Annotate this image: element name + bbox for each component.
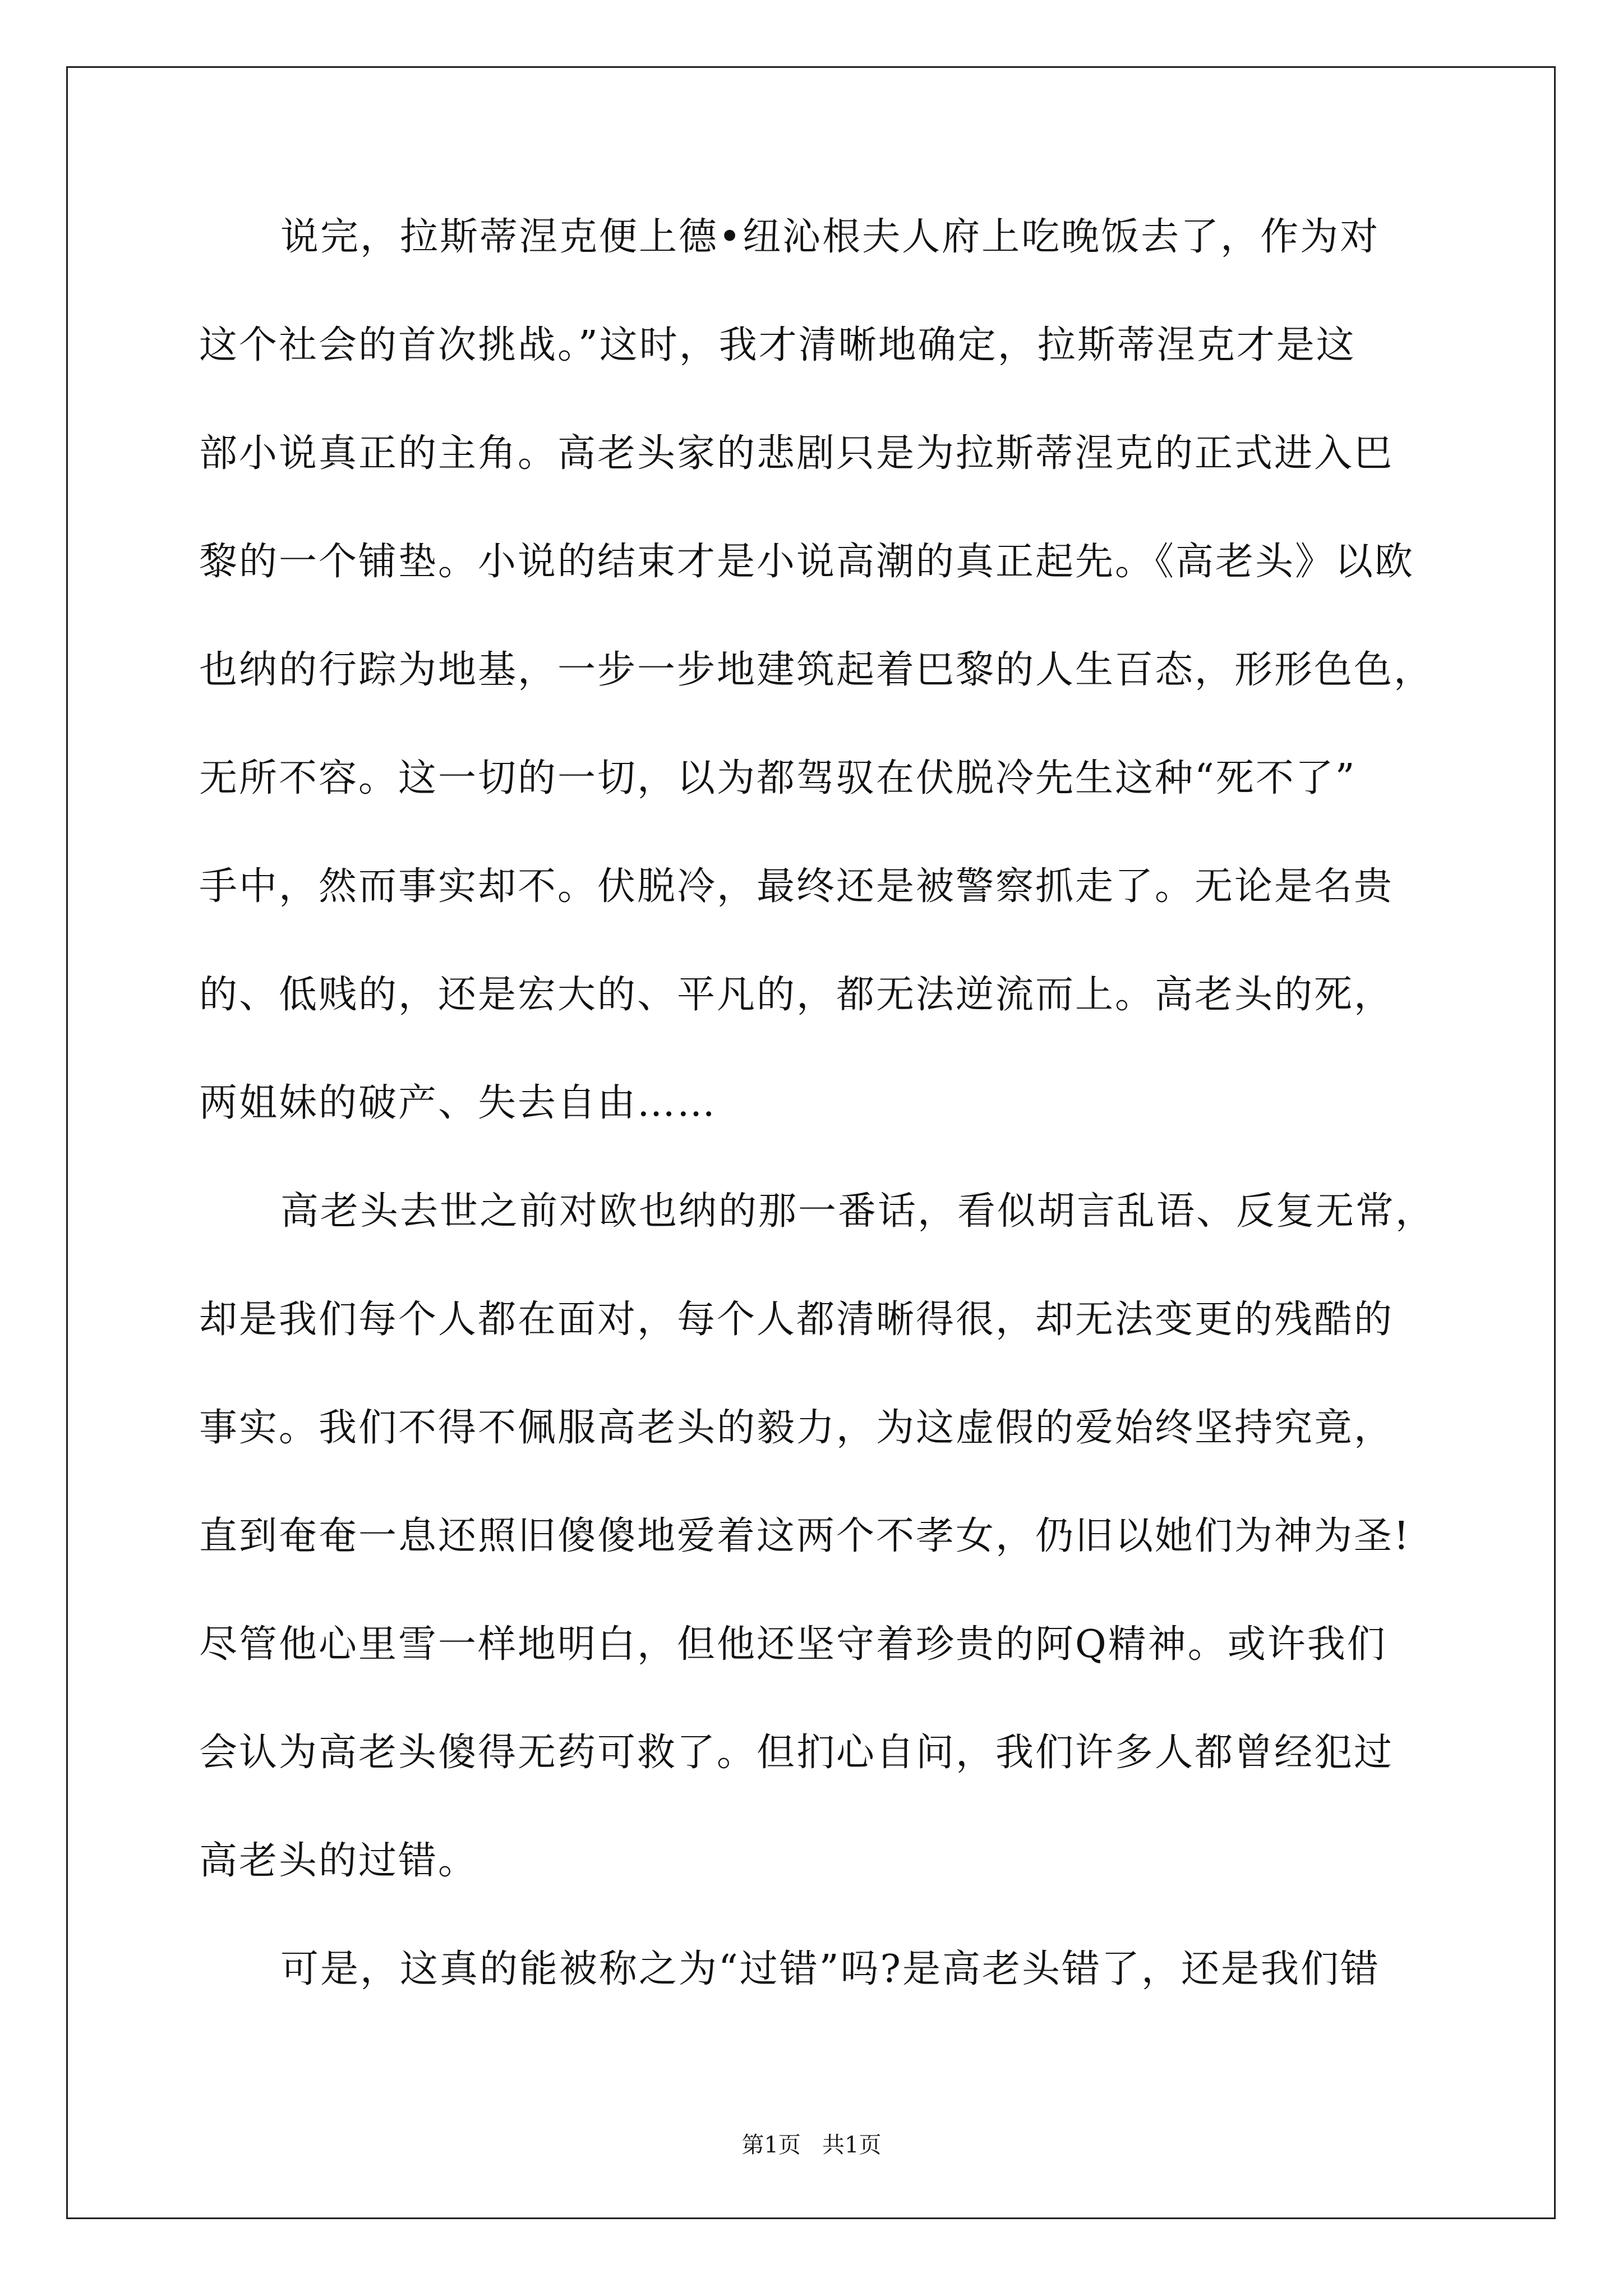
- text-line: 会认为高老头傻得无药可救了。但扪心自问，我们许多人都曾经犯过: [199, 1731, 1394, 1775]
- document-body: [199, 215, 1436, 2058]
- text-line: 也纳的行踪为地基，一步一步地建筑起着巴黎的人生百态，形形色色，: [199, 648, 1434, 692]
- text-line: 两姐妹的破产、失去自由……: [199, 1081, 717, 1125]
- text-line: 部小说真正的主角。高老头家的悲剧只是为拉斯蒂涅克的正式进入巴: [199, 431, 1394, 476]
- text-line: 黎的一个铺垫。小说的结束才是小说高潮的真正起先。《高老头》以欧: [199, 540, 1415, 584]
- text-line: 直到奄奄一息还照旧傻傻地爱着这两个不孝女，仍旧以她们为神为圣!: [199, 1514, 1411, 1558]
- text-line: 的、低贱的，还是宏大的、平凡的，都无法逆流而上。高老头的死，: [199, 973, 1394, 1017]
- text-line: 手中，然而事实却不。伏脱冷，最终还是被警察抓走了。无论是名贵: [199, 864, 1394, 909]
- text-line: 说完，拉斯蒂涅克便上德•纽沁根夫人府上吃晚饭去了，作为对: [280, 215, 1380, 259]
- text-line: 事实。我们不得不佩服高老头的毅力，为这虚假的爱始终坚持究竟，: [199, 1406, 1394, 1450]
- text-line: 这个社会的首次挑战。”这时，我才清晰地确定，拉斯蒂涅克才是这: [199, 323, 1356, 367]
- page-number-footer: 第1页 共1页: [741, 2132, 882, 2158]
- text-line: 尽管他心里雪一样地明白，但他还坚守着珍贵的阿Q精神。或许我们: [199, 1622, 1387, 1667]
- text-line: 可是，这真的能被称之为“过错”吗?是高老头错了，还是我们错: [280, 1947, 1380, 1991]
- text-line: 高老头的过错。: [199, 1839, 478, 1883]
- text-line: 无所不容。这一切的一切，以为都驾驭在伏脱冷先生这种“死不了”: [199, 756, 1357, 800]
- text-line: 高老头去世之前对欧也纳的那一番话，看似胡言乱语、反复无常，: [280, 1189, 1436, 1234]
- text-line: 却是我们每个人都在面对，每个人都清晰得很，却无法变更的残酷的: [199, 1297, 1394, 1342]
